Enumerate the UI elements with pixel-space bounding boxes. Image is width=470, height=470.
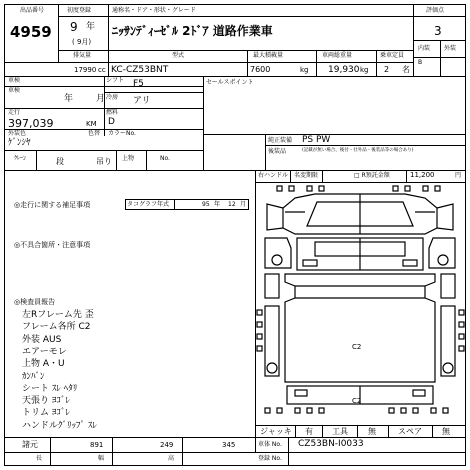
sales-point-label: セールスポイント <box>206 79 254 86</box>
divider <box>58 4 59 62</box>
tools-label: 工具 <box>332 427 348 436</box>
report-line: ハンドルｸﾞﾘｯﾌﾟ ｽﾚ <box>22 420 97 431</box>
lot-number: 4959 <box>10 23 52 41</box>
inspection-year-text: 年 <box>64 94 74 104</box>
divider <box>4 452 255 453</box>
evaluation-label: 後装品 <box>268 148 287 155</box>
type-label: 型式 <box>172 52 185 59</box>
spare-value: 無 <box>442 427 450 436</box>
equipment-value: PS PW <box>302 135 331 145</box>
divider <box>58 16 413 17</box>
divider <box>357 425 358 437</box>
jack-value: 有 <box>305 427 313 436</box>
fuel-label: 燃料 <box>106 109 119 116</box>
top-check-row <box>277 186 440 191</box>
tacho-label: タコグラフ年式 <box>127 201 170 208</box>
divider <box>316 50 317 76</box>
divider <box>4 437 466 438</box>
interior-label: 内装 <box>418 45 431 52</box>
color-label: 外装色 <box>8 130 27 137</box>
dims-label: 諸元 <box>22 440 38 449</box>
divider <box>4 170 466 171</box>
divider <box>4 76 466 77</box>
inspector-label: ◎検査員報告 <box>14 298 56 306</box>
divider <box>295 425 296 437</box>
displacement-label: 排気量 <box>73 52 92 59</box>
divider <box>247 50 248 76</box>
divider <box>104 92 203 93</box>
divider <box>108 50 109 76</box>
report-line: 左Rフレーム先 歪 <box>22 310 94 320</box>
crane-up-label: 上物 <box>122 155 135 162</box>
report-line: ｶﾝﾊﾞﾝ <box>22 371 45 382</box>
divider <box>413 57 466 58</box>
color-no-label: カラーNo. <box>108 130 136 137</box>
divider <box>146 150 147 170</box>
evaluation-note: (記載が無い場合、後付・社外品・後装品等の場合あり) <box>302 148 414 153</box>
interior-value: B <box>418 59 423 66</box>
inspection-month-text: 月 <box>96 94 106 104</box>
divider <box>255 425 466 426</box>
vehicle-diagram-svg <box>255 182 466 422</box>
gvw-label: 最大積載量 <box>253 52 284 59</box>
width-label: 幅 <box>98 455 105 462</box>
defects-label: ◎不具合箇所・注意事項 <box>14 241 91 249</box>
mileage-label: 走行 <box>8 109 21 116</box>
gvw-unit: kg <box>300 66 309 74</box>
shift-label: シフト <box>106 77 125 84</box>
equipment-label: 純正装備 <box>268 137 293 144</box>
reg-year-value: 9 <box>70 20 78 34</box>
score-value: 3 <box>434 24 442 38</box>
tacho-year: 95 <box>202 201 210 208</box>
divider <box>255 452 466 453</box>
capacity-value: 2 <box>384 65 390 74</box>
first-reg-label: 初度登録 <box>67 7 92 14</box>
recycle-label: □ R預託金額 <box>354 172 390 179</box>
height-label: 高 <box>168 455 175 462</box>
handle-label: 右ハンドル <box>258 172 289 179</box>
divider <box>203 76 204 170</box>
tacho-month-unit: 月 <box>240 201 247 208</box>
divider <box>406 170 407 182</box>
fuel-value: D <box>108 117 115 127</box>
reg-month-value: ( 9月) <box>72 38 92 46</box>
divider <box>413 16 466 17</box>
report-line: フレーム各所 C2 <box>22 322 91 333</box>
inspection-label: 車検 <box>8 77 21 84</box>
divider <box>432 425 433 437</box>
capacity-label: 乗車定員 <box>380 52 405 59</box>
exterior-label: 外装 <box>444 45 457 52</box>
weight-label: 車両総重量 <box>322 52 353 59</box>
report-line: 外装 AUS <box>22 334 62 345</box>
gvw-value: 7600 <box>250 65 271 74</box>
crane-hanging: 吊り <box>96 157 112 166</box>
recycle-value: 11,200 <box>410 171 435 179</box>
report-line: エアーモレ <box>22 346 67 357</box>
tacho-month: 12 <box>228 201 236 208</box>
tools-value: 無 <box>368 427 376 436</box>
crane-item-label: No. <box>160 155 170 162</box>
bottom-check-row <box>265 408 448 413</box>
car-name: ﾆｯｻﾝﾃﾞｨｰｾﾞﾙ 2ﾄﾞｱ 道路作業車 <box>112 24 273 38</box>
model-label: 通称名・ドア・形状・グレード <box>112 7 196 14</box>
weight-unit: kg <box>360 66 369 74</box>
length-label: 長 <box>36 455 43 462</box>
height-value: 345 <box>222 441 236 449</box>
divider <box>440 40 441 76</box>
divider <box>265 145 466 146</box>
width-value: 249 <box>160 441 174 449</box>
divider <box>4 150 203 151</box>
divider <box>203 134 466 135</box>
color-value: ｹﾞﾝｼﾔ <box>8 138 31 148</box>
reg-year-unit: 年 <box>86 22 96 32</box>
spare-label: スペア <box>398 427 422 436</box>
owner-label: 名変期限 <box>294 172 319 179</box>
divider <box>58 50 413 51</box>
capacity-unit: 名 <box>402 65 410 74</box>
divider <box>174 199 175 210</box>
color-code-label: 色替 <box>88 130 101 137</box>
divider <box>388 425 389 437</box>
report-line: 上物 A・U <box>22 359 65 370</box>
divider <box>36 150 37 170</box>
ac-value: アリ <box>133 96 151 106</box>
recycle-unit: 円 <box>455 172 462 179</box>
divider <box>4 108 203 109</box>
displacement-value: 17990 <box>74 66 97 74</box>
divider <box>376 50 377 76</box>
diagram-bottom-mark: C2 <box>352 397 362 405</box>
divider <box>108 4 109 50</box>
jack-label: ジャッキ <box>260 427 292 436</box>
reg-label: 登録 No. <box>258 455 282 462</box>
chassis-value: CZ53BN-I0033 <box>298 439 364 449</box>
length-value: 891 <box>90 441 104 449</box>
divider <box>322 425 323 437</box>
report-line: シート ｽﾚ ﾍﾀﾘ <box>22 383 78 394</box>
vehicle-diagram <box>255 182 466 422</box>
report-line: 天張り ﾖｺﾞﾚ <box>22 396 70 407</box>
diagram-center-mark: C2 <box>352 343 362 351</box>
mileage-value: 397,039 <box>8 117 54 130</box>
ac-label: 冷房 <box>106 94 119 101</box>
shift-value: F5 <box>133 79 144 89</box>
type-value: KC-CZ53BNT <box>111 65 169 75</box>
lot-label: 出品番号 <box>20 7 45 14</box>
supplement-label: ◎走行に関する補足事項 <box>14 201 91 209</box>
divider <box>290 170 291 182</box>
divider <box>4 62 413 63</box>
tacho-year-unit: 年 <box>214 201 221 208</box>
displacement-unit: cc <box>98 66 106 74</box>
crane-steps: 段 <box>56 157 64 166</box>
divider <box>104 76 105 136</box>
inspection-year-label: 車検 <box>8 87 21 94</box>
mileage-unit: KM <box>86 120 97 128</box>
divider <box>265 134 266 170</box>
score-label: 評価点 <box>426 7 445 14</box>
chassis-label: 車体 No. <box>258 441 282 448</box>
divider <box>4 129 203 130</box>
crane-label: ｸﾚｰﾝ <box>14 155 27 162</box>
weight-value: 19,930 <box>328 65 360 75</box>
divider <box>322 170 323 182</box>
divider <box>116 150 117 170</box>
report-line: トリム ﾖｺﾞﾚ <box>22 408 70 419</box>
